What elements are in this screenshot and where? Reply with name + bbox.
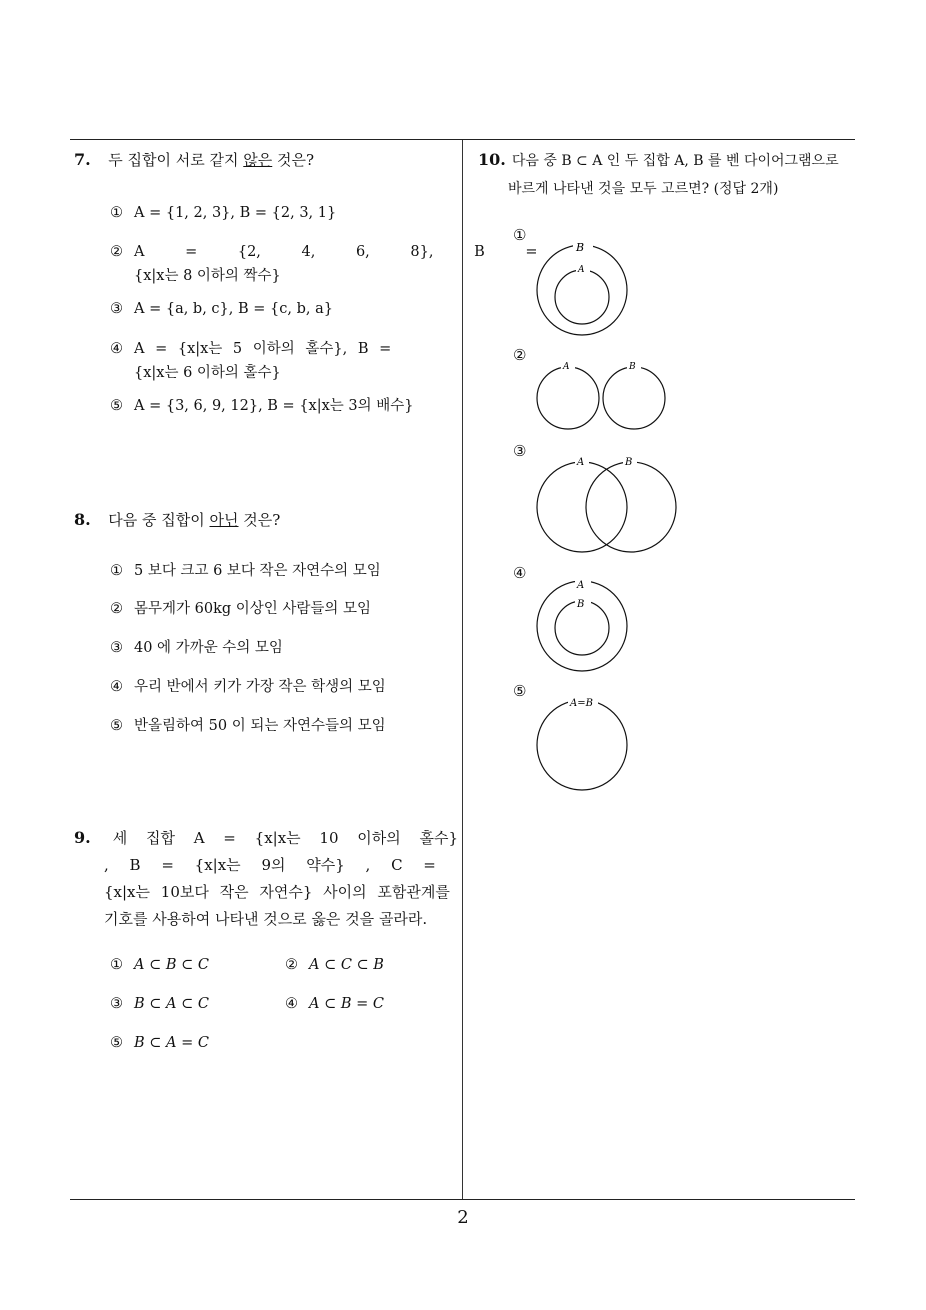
- option-number: ④: [110, 679, 123, 695]
- q7-option-5[interactable]: [110, 394, 413, 418]
- option-number: ②: [110, 244, 123, 260]
- question-9: [74, 824, 458, 933]
- question-number: 9.: [74, 828, 91, 847]
- right-label: B: [625, 457, 633, 468]
- option-text: 5 보다 크고 6 보다 작은 자연수의 모임: [134, 563, 381, 579]
- option-number: ⑤: [110, 398, 123, 414]
- q10-option-4-venn[interactable]: [530, 578, 640, 678]
- q8-option-5[interactable]: [110, 714, 386, 738]
- question-text: 두 집합이 서로 같지: [108, 151, 244, 169]
- q10-option-5-venn[interactable]: [530, 695, 640, 795]
- option-number: ①: [110, 563, 123, 579]
- option-number: ⑤: [110, 1035, 123, 1051]
- q10-option-3-venn[interactable]: [530, 455, 685, 555]
- outer-circle: [537, 245, 627, 335]
- question-number: 10.: [478, 150, 506, 169]
- option-number: ③: [110, 640, 123, 656]
- option-number: ①: [110, 957, 123, 973]
- inner-label: A: [578, 265, 585, 275]
- option-text-cont: {x|x는 6 이하의 홀수}: [134, 365, 281, 381]
- q9-option-3[interactable]: [110, 992, 209, 1016]
- question-line-3: {x|x는 10보다 작은 자연수} 사이의 포함관계를: [104, 883, 450, 901]
- q8-option-2[interactable]: [110, 597, 371, 621]
- left-circle: [537, 367, 599, 429]
- left-label: A: [577, 457, 585, 468]
- q10-option-5-number[interactable]: ⑤: [513, 682, 527, 700]
- question-line-1: 다음 중 B ⊂ A 인 두 집합 A, B 를 벤 다이어그램으로: [511, 153, 839, 169]
- option-text: A = {a, b, c}, B = {c, b, a}: [134, 301, 333, 317]
- page-number: 2: [457, 1207, 469, 1228]
- bottom-rule: [70, 1199, 855, 1200]
- question-line-4: 기호를 사용하여 나타낸 것으로 옳은 것을 골라라.: [104, 910, 428, 928]
- question-number: 7.: [74, 150, 91, 169]
- q9-option-5[interactable]: [110, 1031, 209, 1055]
- question-line-1: 세 집합 A = {x|x는 10 이하의 홀수}: [112, 829, 459, 847]
- q9-option-4[interactable]: [285, 992, 384, 1016]
- question-line-2: 바르게 나타낸 것을 모두 고르면? (정답 2개): [508, 181, 779, 197]
- q10-option-4-number[interactable]: ④: [513, 564, 527, 582]
- q9-option-2[interactable]: [285, 953, 384, 977]
- option-number: ③: [110, 301, 123, 317]
- question-text-end: 것은?: [272, 151, 315, 169]
- option-number: ③: [110, 996, 123, 1012]
- question-emphasis: 않은: [243, 151, 273, 169]
- option-text: 40 에 가까운 수의 모임: [134, 640, 283, 656]
- option-text: 몸무게가 60kg 이상인 사람들의 모임: [134, 601, 372, 617]
- inner-label: B: [577, 599, 585, 610]
- q8-option-3[interactable]: [110, 636, 283, 660]
- q8-option-4[interactable]: [110, 675, 386, 699]
- option-text: A = {x|x는 5 이하의 홀수}, B =: [134, 341, 392, 357]
- option-text-cont: {x|x는 8 이하의 짝수}: [134, 268, 281, 284]
- right-circle: [603, 367, 665, 429]
- option-number: ⑤: [110, 718, 123, 734]
- option-number: ②: [285, 957, 298, 973]
- column-divider: [462, 140, 463, 1200]
- left-circle: [537, 462, 627, 552]
- inner-circle: [555, 270, 609, 324]
- question-text-end: 것은?: [238, 511, 281, 529]
- q7-option-3[interactable]: [110, 297, 333, 321]
- q10-option-1-number[interactable]: ①: [513, 226, 527, 244]
- question-8: [74, 506, 454, 534]
- q7-option-4[interactable]: [110, 337, 391, 385]
- question-line-2: , B = {x|x는 9의 약수} , C =: [104, 856, 436, 874]
- outer-label: A: [577, 580, 585, 591]
- question-number: 8.: [74, 510, 91, 529]
- outer-label: B: [576, 241, 585, 254]
- option-number: ④: [110, 341, 123, 357]
- outer-circle: [537, 581, 627, 671]
- q10-option-1-venn[interactable]: [530, 240, 640, 340]
- q7-option-2[interactable]: [110, 240, 537, 288]
- option-text: 우리 반에서 키가 가장 작은 학생의 모임: [134, 679, 386, 695]
- option-text: A ⊂ B = C: [309, 996, 384, 1012]
- option-text: 반올림하여 50 이 되는 자연수들의 모임: [134, 718, 386, 734]
- q8-option-1[interactable]: [110, 559, 381, 583]
- option-text: B ⊂ A = C: [134, 1035, 209, 1051]
- option-text: A = {3, 6, 9, 12}, B = {x|x는 3의 배수}: [134, 398, 414, 414]
- question-text: 다음 중 집합이: [108, 511, 210, 529]
- q10-option-3-number[interactable]: ③: [513, 442, 527, 460]
- q7-option-1[interactable]: [110, 201, 336, 225]
- question-7: [74, 146, 454, 174]
- option-number: ②: [110, 601, 123, 617]
- q9-option-1[interactable]: [110, 953, 209, 977]
- question-emphasis: 아닌: [209, 511, 239, 529]
- right-circle: [586, 462, 676, 552]
- left-label: A: [563, 362, 570, 372]
- option-text: A ⊂ C ⊂ B: [309, 957, 384, 973]
- option-text: A ⊂ B ⊂ C: [134, 957, 209, 973]
- option-text: A = {1, 2, 3}, B = {2, 3, 1}: [134, 205, 337, 221]
- right-label: B: [629, 362, 636, 372]
- option-text: B ⊂ A ⊂ C: [134, 996, 209, 1012]
- q10-option-2-venn[interactable]: [530, 360, 670, 435]
- option-number: ④: [285, 996, 298, 1012]
- question-10: [478, 146, 858, 203]
- option-number: ①: [110, 205, 123, 221]
- single-circle: [537, 700, 627, 790]
- equal-label: A=B: [570, 698, 593, 709]
- option-text: A = {2, 4, 6, 8}, B =: [134, 244, 538, 260]
- q10-option-2-number[interactable]: ②: [513, 346, 527, 364]
